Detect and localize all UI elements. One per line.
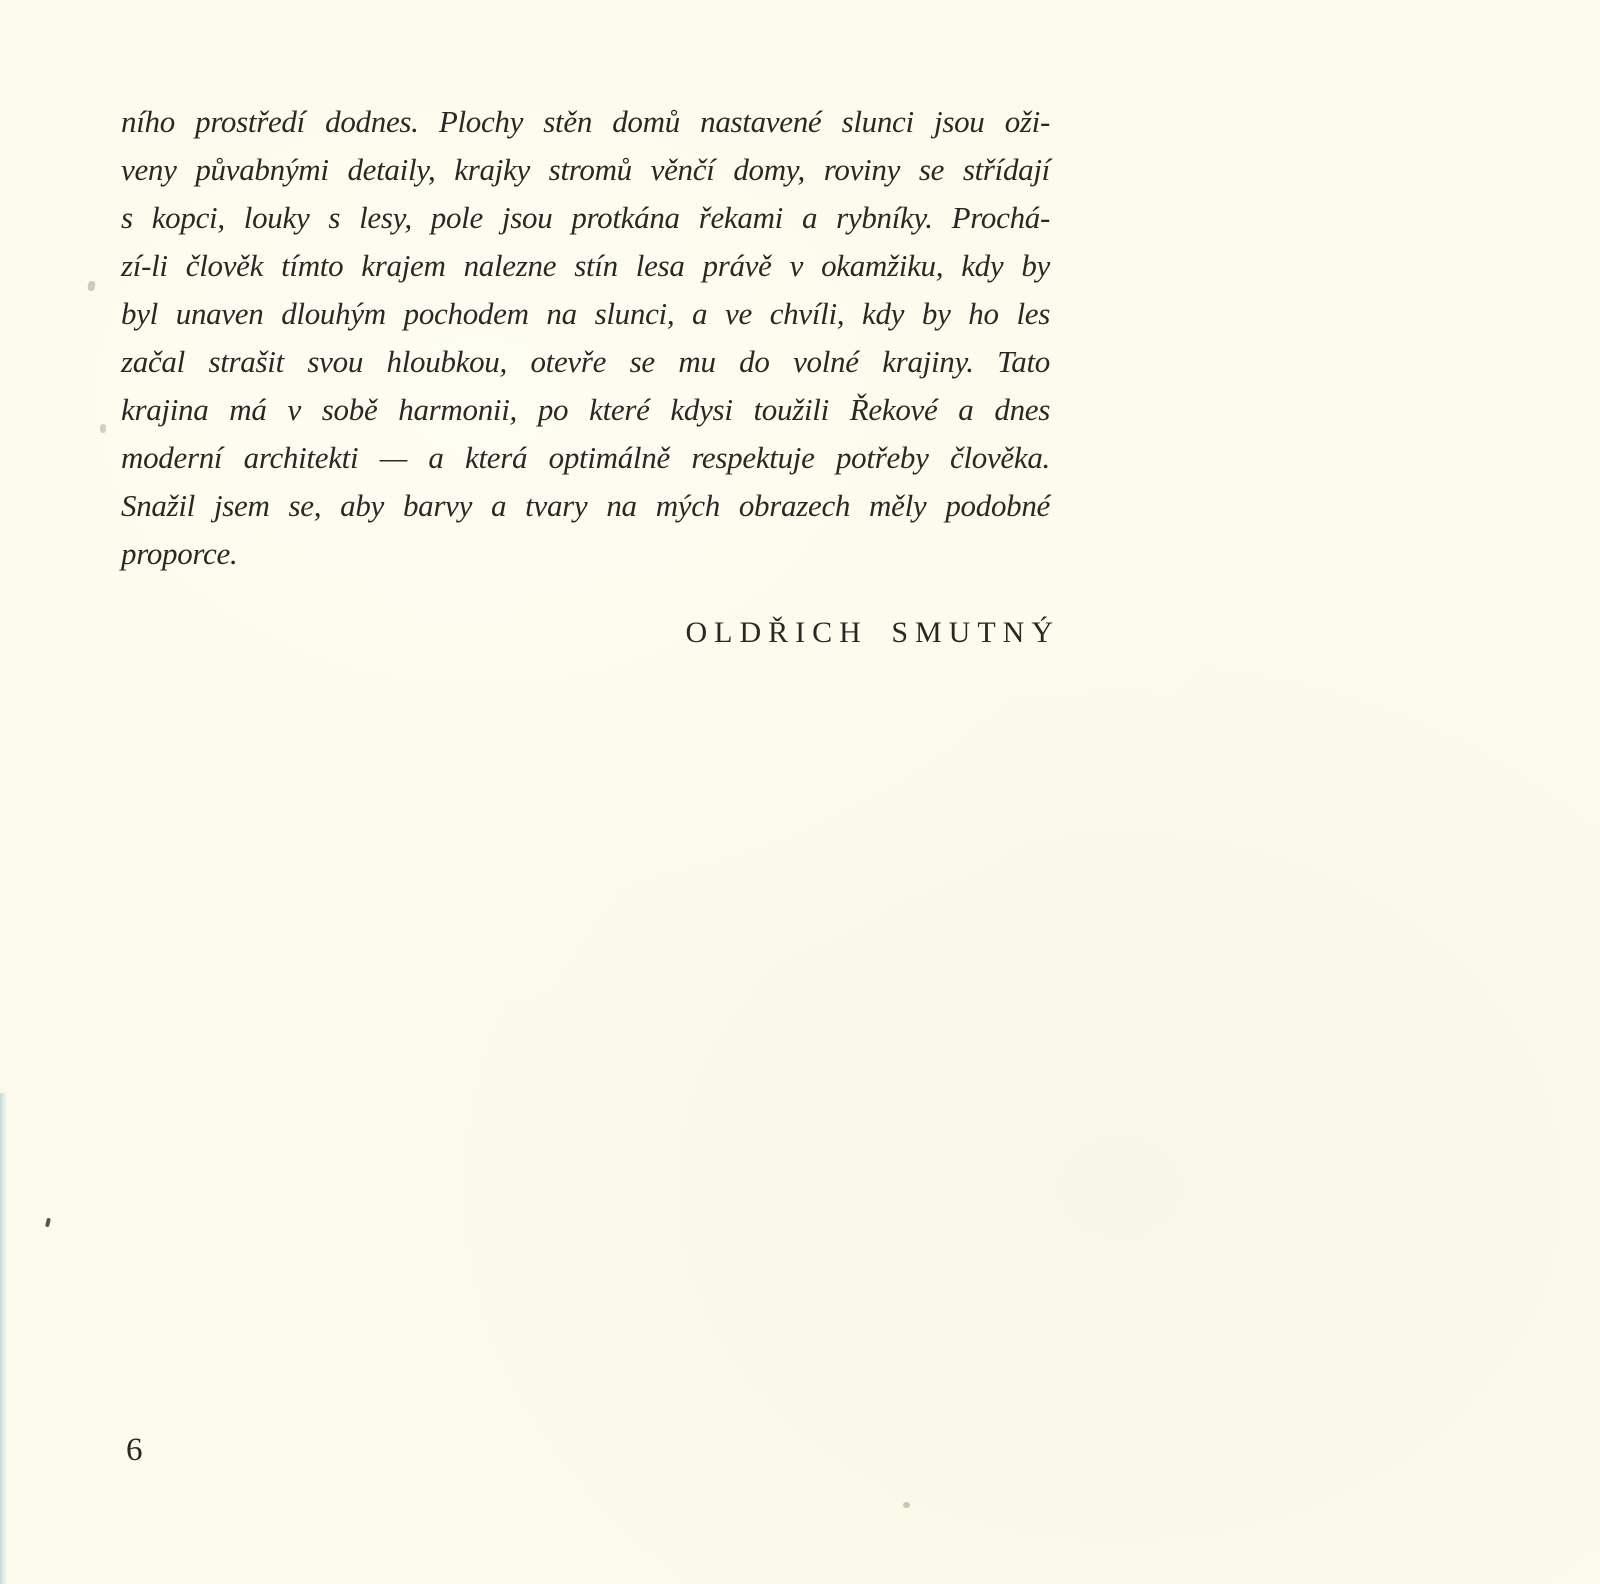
text-line: ního prostředí dodnes. Plochy stěn domů nastavené slunci jsou oži- — [121, 104, 1050, 139]
paper-speck — [87, 280, 96, 291]
paper-speck — [903, 1502, 910, 1508]
body-paragraph — [121, 98, 1050, 578]
paper-speck — [45, 1218, 51, 1228]
text-line: s kopci, louky s lesy, pole jsou protkána řekami a rybníky. Prochá- — [121, 200, 1050, 235]
author-signature: OLDŘICH SMUTNÝ — [685, 616, 1060, 649]
text-line: Snažil jsem se, aby barvy a tvary na mých obrazech měly podobné — [121, 488, 1050, 523]
paper-speck — [100, 424, 106, 433]
text-line: veny půvabnými detaily, krajky stromů věnčí domy, roviny se střídají — [121, 152, 1050, 187]
text-line: moderní architekti — a která optimálně respektuje potřeby člověka. — [121, 440, 1050, 475]
text-line: krajina má v sobě harmonii, po které kdysi toužili Řekové a dnes — [121, 392, 1050, 427]
text-line: začal strašit svou hloubkou, otevře se mu do volné krajiny. Tato — [121, 344, 1050, 379]
scan-edge-tint — [0, 1093, 7, 1584]
page-number: 6 — [126, 1432, 143, 1468]
text-line: byl unaven dlouhým pochodem na slunci, a ve chvíli, kdy by ho les — [121, 296, 1050, 331]
text-line: proporce. — [121, 536, 238, 571]
text-line: zí-li člověk tímto krajem nalezne stín lesa právě v okamžiku, kdy by — [121, 248, 1050, 283]
